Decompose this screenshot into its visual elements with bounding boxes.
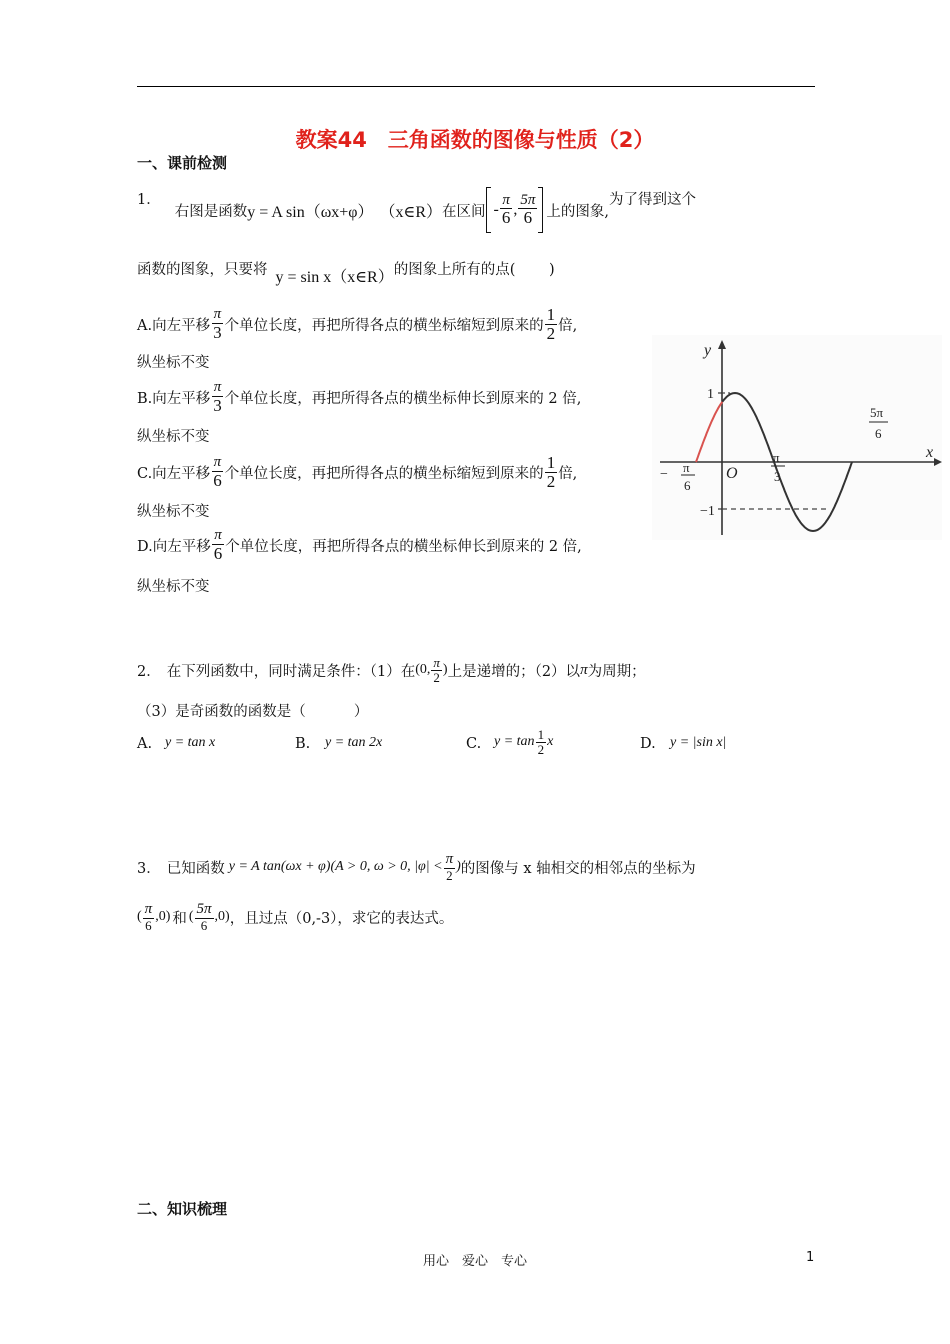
q2-option-b: y = tan 2x (325, 735, 383, 750)
q2-text-b: 上是递增的；（2）以 (447, 663, 581, 680)
option-b-prefix: B.向左平移 (137, 390, 211, 407)
question-1-line-2 (137, 250, 555, 287)
q3-p1-close: ,0) (155, 909, 171, 925)
sine-graph (652, 335, 942, 540)
q3-p1-fraction (143, 902, 155, 932)
q3-phi-num: π (445, 851, 454, 867)
q3-phi-den: 2 (446, 867, 453, 883)
q2-option-a: y = tan x (165, 735, 216, 750)
option-d-line-2: 纵坐标不变 (137, 579, 210, 595)
q2-option-c-num: 1 (537, 727, 545, 742)
q2-iv-den: 2 (433, 669, 440, 685)
q2-option-c-post: x (547, 734, 554, 750)
q2-option-c-fraction (536, 728, 547, 756)
q1-option-c (137, 454, 577, 491)
interval-f1-num: π (502, 191, 510, 208)
x-tick-1-num: π (683, 460, 690, 475)
y-axis-label: y (704, 342, 712, 359)
q1-text-b: 在区间 (442, 203, 486, 220)
q3-function: y = A tan(ωx + φ)(A > 0, ω > 0, |φ| < (228, 859, 443, 875)
option-c-shift-den: 6 (213, 470, 222, 490)
q3-p1-den: 6 (145, 917, 152, 933)
q2-iv-num: π (433, 655, 440, 670)
option-b-shift-num: π (213, 379, 222, 395)
option-a-shift-den: 3 (213, 322, 222, 342)
option-b-shift-den: 3 (213, 395, 222, 415)
q2-options (137, 728, 817, 768)
option-a-end: 倍, (558, 317, 578, 334)
q2-text-c: 为周期； (587, 663, 646, 680)
q2-number: 2． (137, 663, 161, 680)
option-a-scale-den: 2 (546, 323, 556, 343)
q2-interval-open: (0, (415, 662, 431, 678)
q3-p2-open: ( (188, 909, 194, 925)
option-d-prefix: D.向左平移 (137, 538, 211, 555)
q1-text-c: 上的图象, (546, 203, 609, 220)
x-axis-label: x (926, 444, 934, 461)
q2-pi: π (580, 661, 588, 678)
option-c-prefix: C.向左平移 (137, 465, 211, 482)
option-a-line-2: 纵坐标不变 (137, 355, 210, 371)
option-a-scale-fraction (545, 306, 558, 343)
q2-option-c-label: C. (466, 736, 482, 752)
option-c-shift-fraction (211, 455, 224, 490)
option-a-shift-fraction (211, 307, 224, 342)
q2-option-b-label: B. (295, 736, 311, 752)
q2-option-d-label: D. (640, 736, 656, 752)
y-label-1: 1 (707, 387, 714, 402)
x-tick-2-den: 3 (774, 469, 781, 484)
q3-p2-den: 6 (200, 917, 208, 933)
q1-option-d (137, 528, 582, 563)
q2-line-2: （3）是奇函数的函数是（ ） (137, 704, 369, 720)
q2-option-c-den: 2 (537, 741, 545, 757)
q3-p1-num: π (144, 901, 153, 917)
q1-line2-b: 的图象上所有的点( ) (393, 262, 555, 278)
q1-text-d: 为了得到这个 (609, 192, 696, 208)
option-c-end: 倍, (558, 465, 578, 482)
page-number: 1 (806, 1250, 815, 1265)
q3-text-c: ，且过点（0,-3），求它的表达式。 (229, 910, 454, 927)
interval-left-bracket (486, 187, 491, 233)
q1-text-a: 右图是函数 (174, 203, 248, 220)
x-tick-2-num: π (773, 450, 780, 465)
q2-option-c-pre: y = tan (494, 734, 535, 750)
q1-function: y = A sin（ωx+φ） (247, 203, 374, 221)
section-heading-1: 一、课前检测 (137, 154, 228, 172)
interval-separator: , (513, 201, 518, 218)
option-a-scale-num: 1 (546, 305, 556, 324)
question-3-line-2 (137, 902, 453, 932)
interval-fraction-1 (500, 193, 513, 228)
q2-option-d: y = |sin x| (670, 735, 727, 750)
question-1-line-1 (137, 186, 817, 234)
q1-option-a (137, 306, 577, 343)
q3-function-close: ) (456, 859, 461, 875)
q3-text-a: 已知函数 (166, 860, 225, 877)
q1-number: 1． (137, 192, 161, 208)
option-b-line-2: 纵坐标不变 (137, 429, 210, 445)
question-2-line-1 (137, 656, 646, 684)
q3-phi-fraction (444, 852, 456, 882)
q3-and: 和 (172, 910, 187, 927)
q2-text-a: 在下列函数中，同时满足条件：（1）在 (166, 663, 416, 680)
q1-option-b (137, 380, 581, 415)
q3-number: 3． (137, 860, 161, 877)
q1-line2-func: y = sin x（x∈R） (275, 269, 394, 286)
x-tick-neg-sign: − (660, 467, 668, 482)
q3-p1-open: ( (137, 909, 142, 925)
option-c-shift-num: π (213, 454, 222, 471)
section-heading-2: 二、知识梳理 (137, 1200, 228, 1218)
q3-p2-num: 5π (196, 901, 212, 917)
q3-p2-close: ,0) (214, 909, 230, 925)
option-d-middle: 个单位长度，再把所得各点的横坐标伸长到原来的 2 倍, (225, 538, 582, 555)
option-a-middle: 个单位长度，再把所得各点的横坐标缩短到原来的 (224, 317, 544, 334)
option-c-scale-den: 2 (546, 471, 556, 491)
option-a-shift-num: π (213, 306, 222, 323)
q1-domain: （x∈R） (379, 203, 443, 221)
option-d-shift-den: 6 (213, 543, 223, 563)
q2-interval-close: ) (442, 662, 448, 678)
q1-line2-a: 函数的图象，只要将 (137, 262, 268, 278)
page-title: 教案44 三角函数的图像与性质（2） (295, 128, 655, 152)
question-3-line-1 (137, 852, 696, 882)
option-c-scale-fraction (545, 454, 558, 491)
interval-right-bracket (538, 187, 543, 233)
y-label-neg1: −1 (700, 504, 715, 519)
q2-option-a-label: A. (137, 736, 153, 752)
interval-fraction-2 (518, 193, 537, 228)
x-tick-3-den: 6 (875, 426, 882, 441)
q3-p2-fraction (195, 902, 214, 932)
option-c-middle: 个单位长度，再把所得各点的横坐标缩短到原来的 (224, 465, 544, 482)
interval-f2-den: 6 (523, 208, 533, 228)
interval-minus: - (493, 201, 499, 218)
interval-f1-den: 6 (501, 208, 511, 228)
footer-motto: 用心 爱心 专心 (422, 1254, 527, 1269)
option-a-prefix: A.向左平移 (137, 317, 211, 334)
option-c-scale-num: 1 (546, 453, 556, 472)
q2-option-c (494, 728, 553, 756)
option-b-shift-fraction (211, 380, 224, 415)
header-rule (137, 86, 815, 87)
option-c-line-2: 纵坐标不变 (137, 504, 210, 520)
origin-label: O (726, 465, 738, 482)
q3-text-b: 的图像与 x 轴相交的相邻点的坐标为 (460, 860, 696, 877)
option-b-middle: 个单位长度，再把所得各点的横坐标伸长到原来的 2 倍, (224, 390, 582, 407)
option-d-shift-num: π (214, 527, 222, 543)
q2-interval-fraction (431, 656, 442, 684)
option-d-shift-fraction (212, 528, 225, 563)
x-tick-1-den: 6 (684, 478, 691, 493)
x-tick-3-num: 5π (870, 405, 884, 420)
interval-f2-num: 5π (520, 191, 536, 208)
